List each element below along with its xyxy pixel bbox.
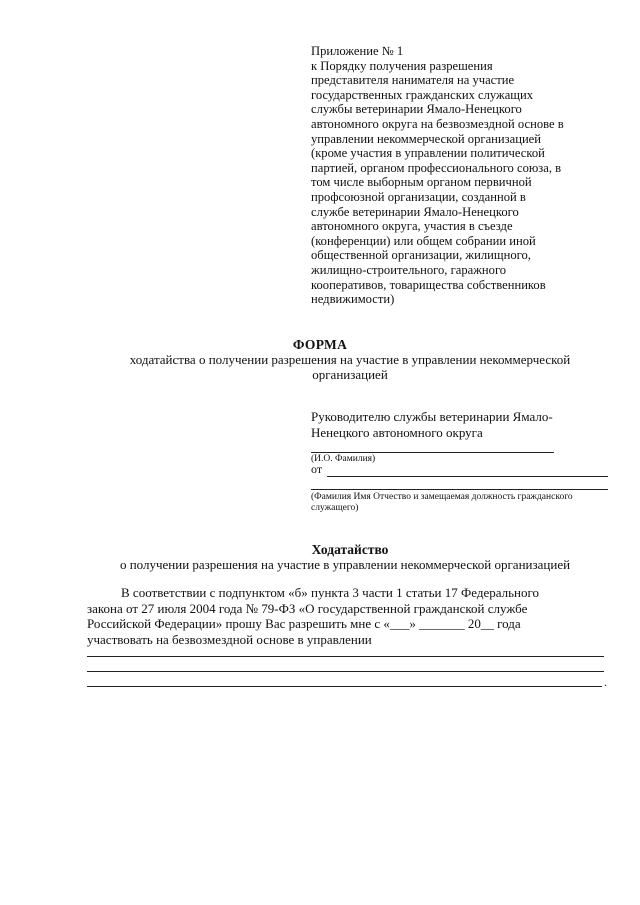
sender-caption (311, 492, 611, 514)
body-line: Российской Федерации» прошу Вас разрешить мне с «___» _______ 20__ года (87, 616, 521, 631)
appendix-line: профсоюзной организации, созданной в (311, 189, 526, 204)
appendix-line: службы ветеринарии Ямало-Ненецкого (311, 102, 522, 117)
appendix-block (311, 44, 611, 307)
sender-caption-line: служащего) (311, 503, 359, 513)
petition-title: Ходатайство (311, 542, 389, 557)
body-line: закона от 27 июля 2004 года № 79-ФЗ «О государственной гражданской службе (87, 600, 528, 616)
appendix-line: службе ветеринарии Ямало-Ненецкого (311, 204, 519, 219)
appendix-line: том числе выборным органом первичной (311, 175, 532, 190)
from-label: от (311, 462, 323, 476)
appendix-line: жилищно-строительного, гаражного (311, 262, 507, 277)
form-subtitle-line: организацией (312, 367, 388, 382)
petition-subtitle: о получении разрешения на участие в управлении некоммерческой организацией (119, 557, 571, 572)
org-fill-line-3[interactable] (87, 686, 602, 687)
appendix-line: государственных гражданских служащих (311, 87, 534, 102)
appendix-line: представителя нанимателя на участие (311, 73, 515, 88)
appendix-line: кооперативов, товарищества собственников (311, 277, 546, 292)
form-subtitle-line: ходатайства о получении разрешения на участие в управлении некоммерческой (129, 352, 571, 367)
sender-caption-line: (Фамилия Имя Отчество и замещаемая должность гражданского (311, 492, 573, 502)
appendix-line: партией, органом профессионального союза, в (311, 160, 562, 175)
appendix-line: недвижимости) (311, 292, 395, 307)
position-fill-line[interactable] (311, 489, 608, 490)
appendix-line: автономного округа, участия в съезде (311, 219, 513, 234)
name-caption: (И.О. Фамилия) (311, 454, 376, 464)
appendix-line: управлении некоммерческой организацией (311, 131, 542, 146)
form-subtitle (70, 352, 630, 382)
org-fill-line-2[interactable] (87, 671, 604, 672)
appendix-line: (кроме участия в управлении политической (311, 146, 545, 161)
appendix-line: к Порядку получения разрешения (311, 58, 493, 73)
addressee-line: Ненецкого автономного округа (311, 425, 483, 440)
form-title: ФОРМА (292, 337, 348, 352)
body-line: В соответствии с подпунктом «б» пункта 3 части 1 статьи 17 Федерального (121, 585, 540, 600)
from-fill-line[interactable] (327, 476, 608, 477)
end-period: . (604, 675, 607, 689)
petition-body (87, 585, 607, 647)
appendix-line: общественной организации, жилищного, (311, 248, 531, 263)
appendix-line: автономного округа на безвозмездной основе в (311, 116, 564, 131)
appendix-line: Приложение № 1 (311, 44, 404, 58)
addressee-line: Руководителю службы ветеринарии Ямало- (311, 409, 553, 424)
body-line: участвовать на безвозмездной основе в управлении (87, 631, 372, 647)
appendix-line: (конференции) или общем собрании иной (311, 233, 536, 248)
addressee-block (311, 409, 553, 441)
name-fill-line[interactable] (311, 452, 554, 453)
org-fill-line-1[interactable] (87, 656, 604, 657)
